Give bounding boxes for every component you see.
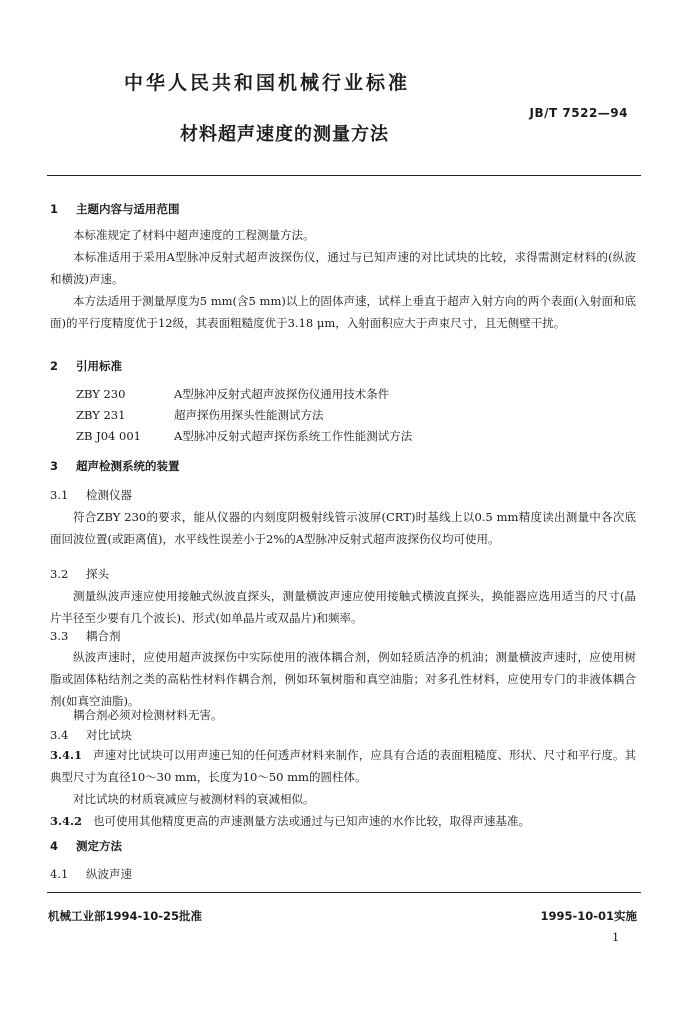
section-3-heading <box>50 458 180 474</box>
subsection-title: 耦合剂 <box>86 629 121 643</box>
subsection-3-3-heading <box>50 628 121 644</box>
subsection-number: 3.3 <box>50 629 69 643</box>
reference-code: ZBY 231 <box>76 408 126 422</box>
subsection-title: 探头 <box>86 567 109 581</box>
reference-code: ZB J04 001 <box>76 429 141 443</box>
paragraph: 本标准适用于采用A型脉冲反射式超声波探伤仪，通过与已知声速的对比试块的比较，求得需测定材料的(纵波和横波)声速。 <box>50 250 636 286</box>
paragraph <box>50 744 636 788</box>
document-title: 材料超声速度的测量方法 <box>180 124 389 145</box>
subsection-3-2-heading <box>50 566 109 582</box>
standard-category-heading: 中华人民共和国机械行业标准 <box>124 72 411 94</box>
section-1-heading <box>50 201 180 217</box>
paragraph: 本方法适用于测量厚度为5 mm(含5 mm)以上的固体声速，试样上垂直于超声入射方向的两个表面(入射面和底面)的平行度精度优于12级，其表面粗糙度优于3.18 μm，入射面积应大于声束尺寸，且无侧壁干扰。 <box>50 294 636 330</box>
subsection-title: 纵波声速 <box>86 867 132 881</box>
subsection-number: 3.2 <box>50 567 69 581</box>
reference-title: A型脉冲反射式超声波探伤仪通用技术条件 <box>174 387 390 401</box>
clause-number: 3.4.1 <box>50 748 83 762</box>
section-title: 主题内容与适用范围 <box>76 202 180 216</box>
reference-row <box>76 386 389 402</box>
effective-date: 1995-10-01实施 <box>540 909 637 923</box>
paragraph: 纵波声速时，应使用超声波探伤中实际使用的液体耦合剂，例如轻质洁净的机油；测量横波声速时，应使用树脂或固体粘结剂之类的高粘性材料作耦合剂，例如环氧树脂和真空油脂；对多孔性材料，应使用专门的非液体耦合剂(如真空油脂)。 <box>50 650 636 708</box>
section-title: 引用标准 <box>76 359 122 373</box>
subsection-title: 对比试块 <box>86 728 132 742</box>
section-title: 超声检测系统的装置 <box>76 459 180 473</box>
subsection-number: 3.4 <box>50 728 69 742</box>
section-number: 2 <box>50 359 59 373</box>
subsection-4-1-heading <box>50 866 132 882</box>
paragraph: 符合ZBY 230的要求，能从仪器的内刻度阴极射线管示波屏(CRT)时基线上以0.5 mm精度读出测量中各次底面回波位置(或距离值)，水平线性误差小于2%的A型脉冲反射式超声波探伤仪均可使用。 <box>50 510 636 546</box>
approval-note: 机械工业部1994-10-25批准 <box>48 909 203 923</box>
subsection-3-1-heading <box>50 487 132 503</box>
paragraph <box>50 810 636 832</box>
page-number: 1 <box>612 930 620 944</box>
paragraph: 耦合剂必须对检测材料无害。 <box>73 708 223 722</box>
paragraph: 测量纵波声速应使用接触式纵波直探头，测量横波声速应使用接触式横波直探头，换能器应选用适当的尺寸(晶片半径至少要有几个波长)、形式(如单晶片或双晶片)和频率。 <box>50 589 636 625</box>
paragraph: 本标准规定了材料中超声速度的工程测量方法。 <box>73 228 315 242</box>
reference-row <box>76 407 324 423</box>
reference-title: A型脉冲反射式超声探伤系统工作性能测试方法 <box>174 429 413 443</box>
standard-number: JB/T 7522—94 <box>529 106 628 120</box>
section-number: 1 <box>50 202 59 216</box>
reference-title: 超声探伤用探头性能测试方法 <box>174 408 324 422</box>
footer-rule <box>47 892 641 893</box>
clause-text: 声速对比试块可以用声速已知的任何透声材料来制作，应具有合适的表面粗糙度、形状、尺寸和平行度。其典型尺寸为直径10～30 mm，长度为10～50 mm的圆柱体。 <box>50 748 636 784</box>
header-rule <box>47 175 641 176</box>
clause-text: 也可使用其他精度更高的声速测量方法或通过与已知声速的水作比较，取得声速基准。 <box>93 814 530 828</box>
section-number: 3 <box>50 459 59 473</box>
subsection-title: 检测仪器 <box>86 488 132 502</box>
paragraph: 对比试块的材质衰减应与被测材料的衰减相似。 <box>73 792 315 806</box>
subsection-number: 3.1 <box>50 488 69 502</box>
reference-row <box>76 428 412 444</box>
section-title: 测定方法 <box>76 839 122 853</box>
section-2-heading <box>50 358 122 374</box>
section-4-heading <box>50 838 122 854</box>
reference-code: ZBY 230 <box>76 387 126 401</box>
subsection-3-4-heading <box>50 727 132 743</box>
section-number: 4 <box>50 839 59 853</box>
subsection-number: 4.1 <box>50 867 69 881</box>
clause-number: 3.4.2 <box>50 814 83 828</box>
